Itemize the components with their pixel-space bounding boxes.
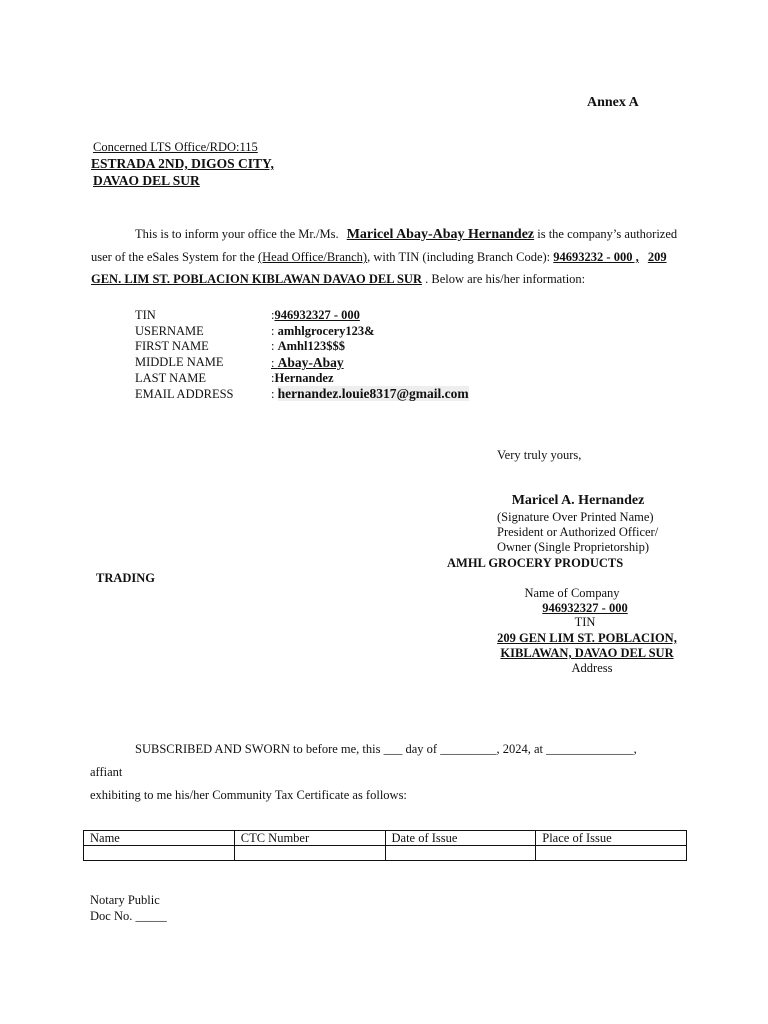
company-address-line2: KIBLAWAN, DAVAO DEL SUR <box>500 646 674 660</box>
table-header-row <box>84 831 687 846</box>
annex-label: Annex A <box>587 95 639 110</box>
company-address-caption: Address <box>571 661 613 675</box>
office-address-line1: ESTRADA 2ND, DIGOS CITY, <box>91 156 274 171</box>
ctc-header-name: Name <box>84 831 235 846</box>
intro-text: user of the eSales System for the <box>91 250 255 264</box>
company-name-continued: TRADING <box>96 571 156 585</box>
email-value: hernandez.louie8317@gmail.com <box>277 386 469 401</box>
ctc-header-date: Date of Issue <box>385 831 536 846</box>
ctc-header-number: CTC Number <box>234 831 385 846</box>
username-value: amhlgrocery123& <box>277 324 375 338</box>
company-name-caption: Name of Company <box>524 586 620 600</box>
email-value-row: : hernandez.louie8317@gmail.com <box>271 386 469 401</box>
first-name-label: FIRST NAME <box>135 339 209 353</box>
lts-office-line: Concerned LTS Office/RDO:115 <box>93 140 258 154</box>
last-name-value: Hernandez <box>274 371 334 385</box>
ctc-cell-place <box>536 846 687 861</box>
signatory-name: Maricel A. Hernandez <box>511 493 645 508</box>
intro-paragraph-line3 <box>91 272 585 287</box>
middle-name-value: Abay-Abay <box>277 355 344 370</box>
address-number: 209 <box>647 250 667 264</box>
last-name-label: LAST NAME <box>135 371 206 385</box>
company-address-line1: 209 GEN LIM ST. POBLACION, <box>497 631 677 645</box>
tin-branch-code: 94693232 - 000 , <box>553 250 639 264</box>
email-label: EMAIL ADDRESS <box>135 387 234 401</box>
company-name: AMHL GROCERY PRODUCTS <box>447 556 624 570</box>
first-name-value: Amhl123$$$ <box>277 339 345 353</box>
signatory-title-line1: President or Authorized Officer/ <box>497 525 659 539</box>
jurat-line3: exhibiting to me his/her Community Tax Certificate as follows: <box>90 788 407 802</box>
ctc-cell-number <box>234 846 385 861</box>
username-value-row: : amhlgrocery123& <box>271 324 375 338</box>
intro-text: is the company’s authorized <box>537 227 678 241</box>
business-address: GEN. LIM ST. POBLACION KIBLAWAN DAVAO DEL SUR <box>91 272 422 286</box>
jurat-line2: affiant <box>90 765 123 779</box>
tin-value: 946932327 - 000 <box>274 308 360 322</box>
authorized-user-name: Maricel Abay-Abay Hernandez <box>346 227 535 242</box>
office-address-line2: DAVAO DEL SUR <box>93 173 200 188</box>
closing-salutation: Very truly yours, <box>497 448 582 462</box>
last-name-value-row: :Hernandez <box>271 371 334 385</box>
notary-public-label: Notary Public <box>90 893 160 907</box>
signatory-title-line2: Owner (Single Proprietorship) <box>497 540 650 554</box>
intro-text: This is to inform your office the Mr./Ms. <box>135 227 339 241</box>
intro-paragraph-line2 <box>91 250 667 265</box>
company-tin: 946932327 - 000 <box>542 601 628 615</box>
table-row <box>84 846 687 861</box>
tin-value-row: :946932327 - 000 <box>271 308 360 322</box>
intro-paragraph-line1 <box>135 227 677 243</box>
middle-name-label: MIDDLE NAME <box>135 355 224 369</box>
doc-number: Doc No. _____ <box>90 909 167 923</box>
intro-text: . Below are his/her information: <box>425 272 586 286</box>
branch-type: (Head Office/Branch) <box>257 250 368 264</box>
intro-text: , with TIN (including Branch Code): <box>367 250 551 264</box>
company-tin-caption: TIN <box>574 615 596 629</box>
middle-name-value-row: : Abay-Abay <box>271 355 344 370</box>
ctc-table <box>83 830 687 861</box>
tin-label: TIN <box>135 308 156 322</box>
ctc-cell-name <box>84 846 235 861</box>
first-name-value-row: : Amhl123$$$ <box>271 339 345 353</box>
signature-caption: (Signature Over Printed Name) <box>497 510 654 524</box>
ctc-header-place: Place of Issue <box>536 831 687 846</box>
username-label: USERNAME <box>135 324 204 338</box>
jurat-line1: SUBSCRIBED AND SWORN to before me, this ___ day of _________, 2024, at ______________, <box>135 742 637 756</box>
ctc-cell-date <box>385 846 536 861</box>
